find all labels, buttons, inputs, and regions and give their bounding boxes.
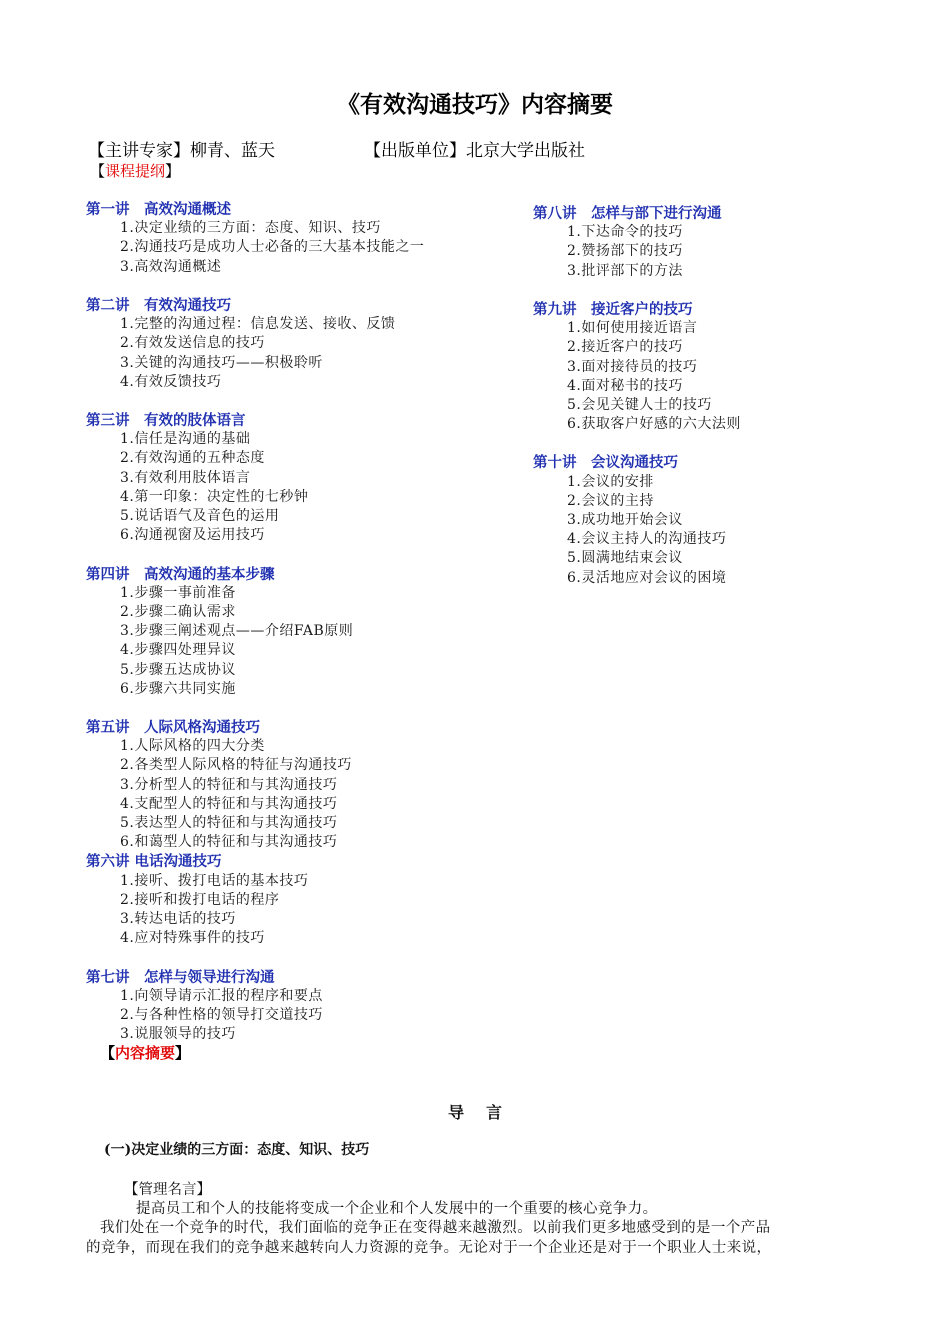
lecture-item: 4.步骤四处理异议: [120, 642, 236, 659]
lecture-item: 1.下达命令的技巧: [567, 224, 683, 241]
lecture-item: 1.信任是沟通的基础: [120, 431, 251, 448]
lecture-item: 3.转达电话的技巧: [120, 910, 236, 927]
lecture-title: 第八讲 怎样与部下进行沟通: [533, 205, 722, 222]
lecture-block: [86, 411, 516, 545]
lecture-item: 5.会见关键人士的技巧: [567, 396, 712, 413]
lecture-item: 3.面对接待员的技巧: [567, 358, 698, 375]
lecture-item: 1.完整的沟通过程：信息发送、接收、反馈: [120, 316, 396, 333]
spacer: [86, 392, 516, 411]
summary-close-bracket: 】: [175, 1044, 191, 1062]
lecture-title: 第六讲 电话沟通技巧: [86, 853, 222, 871]
lecture-item: 4.会议主持人的沟通技巧: [567, 531, 727, 548]
lecture-title: 第九讲 接近客户的技巧: [533, 300, 693, 318]
lecture-title: 第五讲 人际风格沟通技巧: [86, 719, 260, 737]
lecture-item: 1.向领导请示汇报的程序和要点: [120, 987, 323, 1004]
lecture-item: 5.步骤五达成协议: [120, 661, 236, 678]
section-heading: (一)决定业绩的三方面：态度、知识、技巧: [104, 1142, 370, 1158]
outline-right-column: [533, 204, 913, 588]
lecture-block: [533, 300, 913, 434]
lecture-item: 2.赞扬部下的技巧: [567, 243, 683, 260]
lecture-item: 3.成功地开始会议: [567, 512, 683, 528]
lecture-item: 1.如何使用接近语言: [567, 320, 698, 337]
body-paragraph-2: 我们处在一个竞争的时代，我们面临的竞争正在变得越来越激烈。以前我们更多地感受到的是一个产品: [100, 1220, 771, 1236]
lecture-item: 3.步骤三阐述观点——介绍FAB原则: [120, 623, 354, 640]
lecture-item: 4.第一印象：决定性的七秒钟: [120, 488, 309, 505]
lecture-item: 5.圆满地结束会议: [567, 550, 683, 567]
lecture-item: 6.和蔼型人的特征和与其沟通技巧: [120, 834, 338, 851]
lecture-item: 6.沟通视窗及运用技巧: [120, 527, 265, 544]
lecture-item: 3.关键的沟通技巧——积极聆听: [120, 354, 323, 371]
spacer: [86, 948, 516, 967]
lecture-title: 第十讲 会议沟通技巧: [533, 454, 678, 472]
lecture-block: [86, 718, 516, 852]
spacer: [86, 545, 516, 564]
management-quote-label: 【管理名言】: [124, 1182, 211, 1198]
outline-open-bracket: 【: [90, 162, 106, 180]
lecture-item: 2.与各种性格的领导打交道技巧: [120, 1006, 323, 1023]
lecture-item: 1.会议的安排: [567, 473, 654, 490]
lecture-item: 3.有效利用肢体语言: [120, 469, 251, 486]
document-title: 《有效沟通技巧》内容摘要: [337, 92, 613, 118]
lecture-item: 6.步骤六共同实施: [120, 680, 236, 697]
meta-line: [88, 136, 585, 161]
summary-label: 内容摘要: [115, 1044, 176, 1062]
lecture-item: 2.沟通技巧是成功人士必备的三大基本技能之一: [120, 239, 425, 256]
outline-close-bracket: 】: [165, 162, 181, 180]
lecture-block: [86, 565, 516, 699]
spacer: [533, 434, 913, 453]
lecture-title: 第四讲 高效沟通的基本步骤: [86, 565, 275, 583]
lecture-title: 第七讲 怎样与领导进行沟通: [86, 968, 275, 986]
lecture-item: 1.步骤一事前准备: [120, 584, 236, 601]
lecture-block: [86, 296, 516, 392]
lecture-item: 4.面对秘书的技巧: [567, 377, 683, 394]
lecture-item: 5.表达型人的特征和与其沟通技巧: [120, 815, 338, 831]
intro-title: 导言: [447, 1103, 524, 1122]
lecture-item: 4.有效反馈技巧: [120, 373, 222, 390]
lecture-block: [86, 968, 516, 1045]
publisher-info: 【出版单位】北京大学出版社: [364, 141, 585, 161]
lecture-item: 5.说话语气及音色的运用: [120, 508, 280, 524]
body-paragraph-3: 的竞争，而现在我们的竞争越来越转向人力资源的竞争。无论对于一个企业还是对于一个职业人士来说，: [86, 1240, 772, 1256]
lecture-item: 3.分析型人的特征和与其沟通技巧: [120, 776, 338, 793]
spacer: [533, 281, 913, 300]
outline-label: 课程提纲: [105, 162, 166, 180]
spacer: [86, 699, 516, 718]
outline-heading: [90, 160, 180, 181]
lecture-item: 3.高效沟通概述: [120, 258, 222, 275]
speaker-info: 【主讲专家】柳青、蓝天: [88, 141, 275, 161]
lecture-item: 2.接近客户的技巧: [567, 339, 683, 356]
lecture-item: 3.说服领导的技巧: [120, 1026, 236, 1043]
lecture-block: [86, 200, 516, 277]
lecture-title: 第二讲 有效沟通技巧: [86, 296, 231, 314]
lecture-block: [533, 453, 913, 587]
lecture-item: 3.批评部下的方法: [567, 262, 683, 279]
lecture-title: 第一讲 高效沟通概述: [86, 201, 231, 218]
lecture-item: 2.各类型人际风格的特征与沟通技巧: [120, 757, 352, 774]
lecture-item: 1.决定业绩的三方面：态度、知识、技巧: [120, 220, 381, 237]
lecture-item: 4.应对特殊事件的技巧: [120, 930, 265, 947]
lecture-title: 第三讲 有效的肢体语言: [86, 412, 246, 430]
spacer: [86, 277, 516, 296]
lecture-block: [86, 852, 516, 948]
summary-open-bracket: 【: [100, 1044, 116, 1062]
lecture-block: [533, 204, 913, 281]
body-paragraph-1: 提高员工和个人的技能将变成一个企业和个人发展中的一个重要的核心竞争力。: [136, 1201, 658, 1217]
lecture-item: 1.人际风格的四大分类: [120, 738, 265, 755]
lecture-item: 1.接听、拨打电话的基本技巧: [120, 872, 309, 889]
lecture-item: 2.有效沟通的五种态度: [120, 450, 265, 467]
lecture-item: 2.步骤二确认需求: [120, 603, 236, 620]
lecture-item: 4.支配型人的特征和与其沟通技巧: [120, 795, 338, 812]
lecture-item: 2.有效发送信息的技巧: [120, 335, 265, 352]
lecture-item: 2.接听和拨打电话的程序: [120, 891, 280, 908]
summary-heading: [100, 1042, 190, 1063]
lecture-item: 2.会议的主持: [567, 492, 654, 509]
outline-left-column: [86, 200, 516, 1044]
lecture-item: 6.获取客户好感的六大法则: [567, 416, 741, 433]
lecture-item: 6.灵活地应对会议的困境: [567, 569, 727, 586]
